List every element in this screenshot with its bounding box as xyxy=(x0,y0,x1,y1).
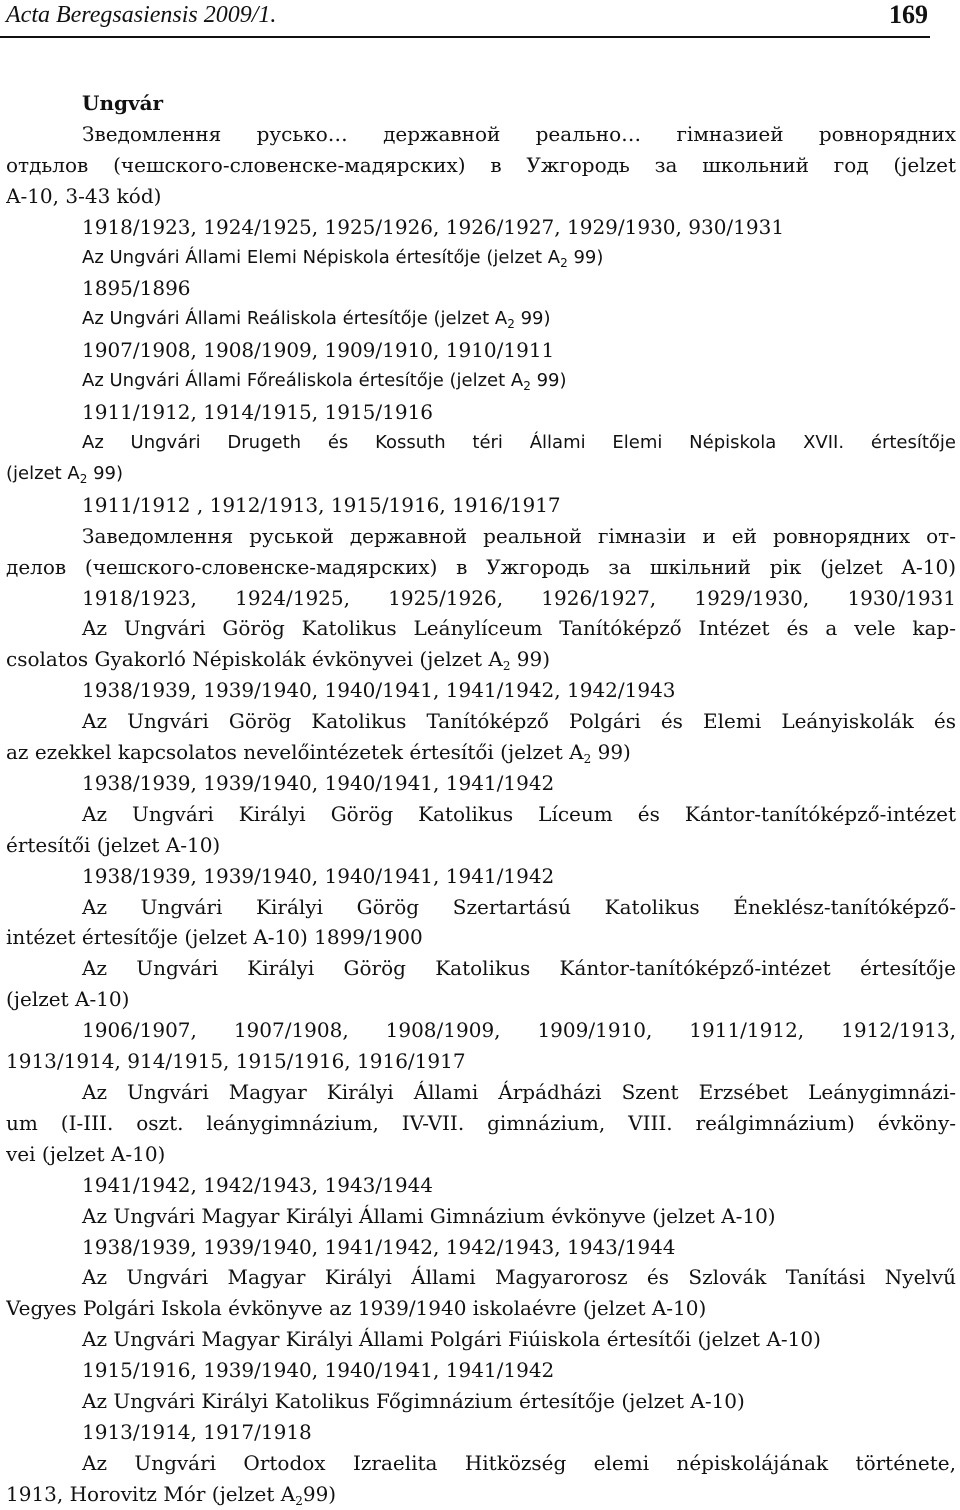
text-line xyxy=(6,243,956,274)
line-text: A-10, 3-43 kód) xyxy=(6,183,162,208)
line-text: Az Ungvári Drugeth és Kossuth téri Állami Elemi Népiskola XVII. értesítője xyxy=(82,431,956,453)
subscript: 2 xyxy=(560,255,568,270)
text-line xyxy=(6,583,956,614)
line-text-suffix: 99) xyxy=(591,740,631,765)
subscript: 2 xyxy=(502,659,511,674)
text-line xyxy=(6,150,956,181)
line-text: 1911/1912, 1914/1915, 1915/1916 xyxy=(82,400,434,425)
line-text: Заведомлення руськой державной реальной гімназіи и ей ровнорядних от- xyxy=(82,523,956,548)
text-line xyxy=(6,1262,956,1293)
subscript: 2 xyxy=(523,379,531,394)
subscript: 2 xyxy=(583,752,592,767)
text-line xyxy=(6,1324,956,1355)
line-text-suffix: 99) xyxy=(567,246,604,268)
line-text: Az Ungvári Görög Katolikus Tanítóképző Polgári és Elemi Leányiskolák és xyxy=(82,709,956,734)
line-text-suffix: 99) xyxy=(302,1481,337,1506)
line-text: értesítői (jelzet A-10) xyxy=(6,832,221,857)
text-line xyxy=(6,1139,956,1170)
text-line xyxy=(6,1232,956,1263)
line-text: Ungvár xyxy=(82,91,164,115)
text-line xyxy=(6,737,956,768)
text-line xyxy=(6,922,956,953)
text-line xyxy=(6,953,956,984)
line-text-suffix: 99) xyxy=(514,308,551,330)
text-line xyxy=(6,521,956,552)
text-line xyxy=(6,768,956,799)
line-text: Az Ungvári Magyar Királyi Állami Polgári Fiúiskola értesítői (jelzet A-10) xyxy=(82,1327,821,1352)
line-text: 1915/1916, 1939/1940, 1940/1941, 1941/1942 xyxy=(82,1358,555,1383)
line-text: 1913/1914, 1917/1918 xyxy=(82,1419,312,1444)
line-text-suffix: 99) xyxy=(510,647,551,672)
subscript: 2 xyxy=(79,471,88,486)
text-line xyxy=(6,428,956,459)
line-text: intézet értesítője (jelzet A-10) 1899/1900 xyxy=(6,925,423,950)
text-line xyxy=(6,1386,956,1417)
line-text: отдьлов (чешского-словенске-мадярских) в Ужгородь за школьний год (jelzet xyxy=(6,152,956,177)
document-body xyxy=(6,88,956,1510)
line-text: Az Ungvári Magyar Királyi Állami Árpádházi Szent Erzsébet Leánygimnázi- xyxy=(82,1080,956,1104)
text-line xyxy=(6,830,956,861)
line-text: 1918/1923, 1924/1925, 1925/1926, 1926/1927, 1929/1930, 1930/1931 xyxy=(82,585,956,610)
subscript: 2 xyxy=(295,1493,303,1508)
line-text: Az Ungvári Magyar Királyi Állami Magyarorosz és Szlovák Tanítási Nyelvű xyxy=(82,1265,956,1290)
text-line xyxy=(6,1417,956,1448)
subscript: 2 xyxy=(507,317,515,332)
line-text: (jelzet A-10) xyxy=(6,987,130,1012)
line-text: Vegyes Polgári Iskola évkönyve az 1939/1940 iskolaévre (jelzet A-10) xyxy=(6,1296,707,1321)
text-line xyxy=(6,181,956,212)
text-line xyxy=(6,366,956,397)
text-line xyxy=(6,861,956,892)
line-text: Az Ungvári Királyi Katolikus Főgimnázium értesítője (jelzet A-10) xyxy=(82,1389,745,1414)
line-text: (jelzet A xyxy=(6,462,80,484)
text-line xyxy=(6,212,956,243)
text-line xyxy=(6,613,956,644)
text-line xyxy=(6,1077,956,1108)
line-text: 1938/1939, 1939/1940, 1940/1941, 1941/1942 xyxy=(82,863,555,888)
line-text: Az Ungvári Állami Reáliskola értesítője (jelzet A xyxy=(82,308,508,330)
line-text: Az Ungvári Állami Főreáliskola értesítője (jelzet A xyxy=(82,370,524,392)
line-text: Az Ungvári Ortodox Izraelita Hitközség elemi népiskolájának története, xyxy=(82,1450,956,1475)
line-text-suffix: 99) xyxy=(87,462,124,484)
line-text: 1911/1912 , 1912/1913, 1915/1916, 1916/1917 xyxy=(82,492,561,517)
line-text: vei (jelzet A-10) xyxy=(6,1141,166,1166)
line-text: Az Ungvári Királyi Görög Katolikus Líceum és Kántor-tanítóképző-intézet xyxy=(82,801,956,826)
text-line xyxy=(6,706,956,737)
text-line xyxy=(6,397,956,428)
text-line xyxy=(6,459,956,490)
line-text-suffix: 99) xyxy=(530,370,567,392)
line-text: Az Ungvári Királyi Görög Szertartású Katolikus Éneklész-tanítóképző- xyxy=(82,894,956,919)
text-line xyxy=(6,552,956,583)
text-line xyxy=(6,675,956,706)
text-line xyxy=(6,1170,956,1201)
text-line xyxy=(6,1108,956,1139)
text-line xyxy=(6,1448,956,1479)
text-line xyxy=(6,1293,956,1324)
text-line xyxy=(6,984,956,1015)
line-text: 1918/1923, 1924/1925, 1925/1926, 1926/1927, 1929/1930, 930/1931 xyxy=(82,214,785,239)
line-text: 1941/1942, 1942/1943, 1943/1944 xyxy=(82,1172,434,1197)
line-text: делов (чешского-словенске-мадярских) в Ужгородь за шкільний рік (jelzet A-10) xyxy=(6,554,956,579)
text-line xyxy=(6,1355,956,1386)
line-text: az ezekkel kapcsolatos nevelőintézetek értesítői (jelzet A xyxy=(6,740,584,765)
line-text: 1913/1914, 914/1915, 1915/1916, 1916/1917 xyxy=(6,1049,466,1074)
text-line xyxy=(6,119,956,150)
line-text: um (I-III. oszt. leánygimnázium, IV-VII. gimnázium, VIII. reálgimnázium) évköny- xyxy=(6,1110,956,1135)
line-text: csolatos Gyakorló Népiskolák évkönyvei (jelzet A xyxy=(6,647,503,672)
line-text: Az Ungvári Állami Elemi Népiskola értesítője (jelzet A xyxy=(82,246,561,268)
section-heading xyxy=(6,88,956,119)
line-text: Az Ungvári Magyar Királyi Állami Gimnázium évkönyve (jelzet A-10) xyxy=(82,1203,776,1228)
line-text: 1895/1896 xyxy=(82,276,191,301)
line-text: Az Ungvári Királyi Görög Katolikus Kántor-tanítóképző-intézet értesítője xyxy=(82,956,956,981)
page-number: 169 xyxy=(889,0,928,29)
text-line xyxy=(6,335,956,366)
text-line xyxy=(6,1201,956,1232)
journal-title: Acta Beregsasiensis 2009/1. xyxy=(6,2,277,28)
text-line xyxy=(6,892,956,923)
line-text: 1913, Horovitz Mór (jelzet A xyxy=(6,1481,296,1506)
text-line xyxy=(6,273,956,304)
text-line xyxy=(6,490,956,521)
line-text: Зведомлення русько… державной реально… гімназией ровнорядних xyxy=(82,121,956,146)
line-text: 1938/1939, 1939/1940, 1941/1942, 1942/1943, 1943/1944 xyxy=(82,1234,676,1259)
page-header xyxy=(0,0,930,38)
line-text: 1938/1939, 1939/1940, 1940/1941, 1941/1942, 1942/1943 xyxy=(82,678,676,703)
line-text: 1906/1907, 1907/1908, 1908/1909, 1909/1910, 1911/1912, 1912/1913, xyxy=(82,1018,956,1043)
text-line xyxy=(6,644,956,675)
line-text: Az Ungvári Görög Katolikus Leánylíceum Tanítóképző Intézet és a vele kap- xyxy=(82,616,956,641)
text-line xyxy=(6,1015,956,1046)
text-line xyxy=(6,799,956,830)
text-line xyxy=(6,1046,956,1077)
text-line xyxy=(6,1479,956,1510)
line-text: 1907/1908, 1908/1909, 1909/1910, 1910/1911 xyxy=(82,338,555,363)
line-text: 1938/1939, 1939/1940, 1940/1941, 1941/1942 xyxy=(82,770,555,795)
text-line xyxy=(6,304,956,335)
